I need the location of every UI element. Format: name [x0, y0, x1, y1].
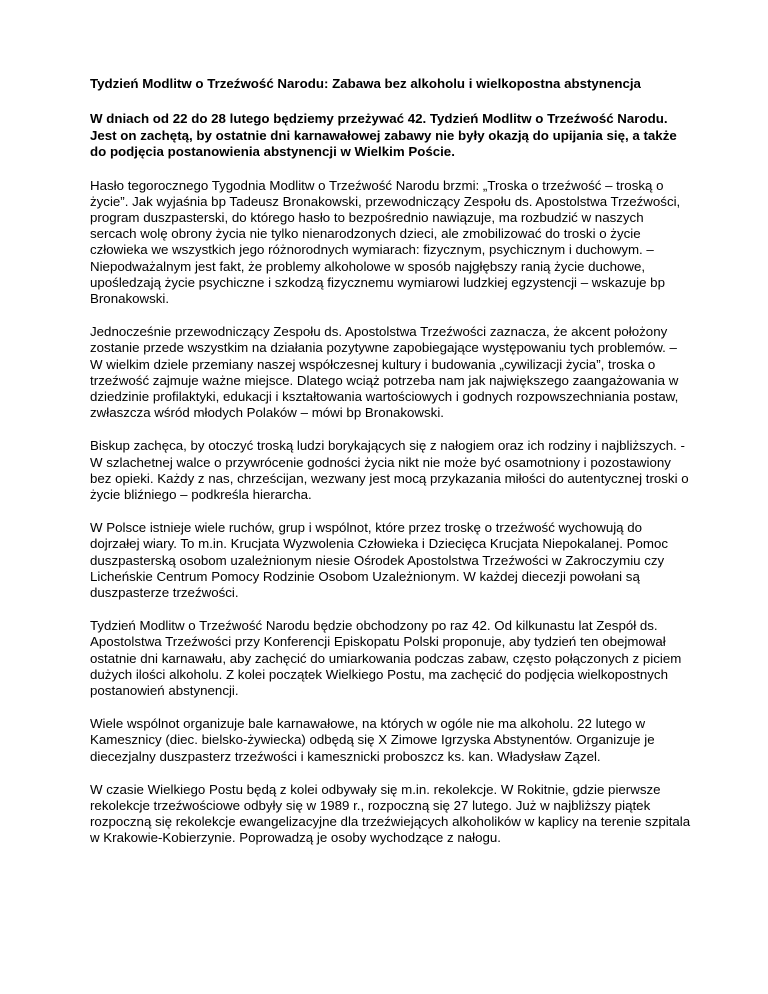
paragraph-5: Tydzień Modlitw o Trzeźwość Narodu będzie obchodzony po raz 42. Od kilkunastu lat Zespół ds. Apostolstwa Trzeźwości przy Konferencji Episkopatu Polski proponuje, aby tydzień ten obejmował ostatnie dni karnawału, aby zachęcić do umiarkowania podczas zabaw, często połączonych z piciem dużych ilości alkoholu. Z kolei początek Wielkiego Postu, ma zachęcić do podjęcia wielkopostnych postanowień abstynencji. — [90, 618, 682, 698]
document-title: Tydzień Modlitw o Trzeźwość Narodu: Zabawa bez alkoholu i wielkopostna abstynencja — [90, 76, 641, 91]
paragraph-3: Biskup zachęca, by otoczyć troską ludzi borykających się z nałogiem oraz ich rodziny i najbliższych. - W szlachetnej walce o przywrócenie godności życia nikt nie może być osamotniony i pozostawiony bez opieki. Każdy z nas, chrześcijan, wezwany jest mocą przykazania miłości do autentycznej troski o życie bliźniego – podkreśla hierarcha. — [90, 438, 689, 502]
paragraph-6: Wiele wspólnot organizuje bale karnawałowe, na których w ogóle nie ma alkoholu. 22 lutego w Kamesznicy (diec. bielsko-żywiecka) odbędą się X Zimowe Igrzyska Abstynentów. Organizuje je diecezjalny duszpasterz trzeźwości i kamesznicki proboszcz ks. kan. Władysław Zązel. — [90, 716, 655, 764]
paragraph-7: W czasie Wielkiego Postu będą z kolei odbywały się m.in. rekolekcje. W Rokitnie, gdzie pierwsze rekolekcje trzeźwościowe odbyły się w 1989 r., rozpoczną się 27 lutego. Już w najbliższy piątek rozpoczną się rekolekcje ewangelizacyjne dla trzeźwiejących alkoholików w kaplicy na terenie szpitala w Krakowie-Kobierzynie. Poprowadzą je osoby wychodzące z nałogu. — [90, 781, 691, 846]
lead-paragraph: W dniach od 22 do 28 lutego będziemy przeżywać 42. Tydzień Modlitw o Trzeźwość Narodu. Jest on zachętą, by ostatnie dni karnawałowej zabawy nie były okazją do upijania się, a także do podjęcia postanowienia abstynencji w Wielkim Poście. — [90, 111, 677, 159]
paragraph-2: Jednocześnie przewodniczący Zespołu ds. Apostolstwa Trzeźwości zaznacza, że akcent położony zostanie przede wszystkim na działania pozytywne zapobiegające występowaniu tych problemów. – W wielkim dziele przemiany naszej współczesnej kultury i budowania „cywilizacji życia”, troska o trzeźwość zajmuje ważne miejsce. Dlatego wciąż potrzeba nam jak największego zaangażowania w dziedzinie profilaktyki, edukacji i kształtowania wartościowych i godnych rozpowszechniania postaw, zwłaszcza wśród młodych Polaków – mówi bp Bronakowski. — [90, 324, 679, 421]
document-body — [90, 111, 693, 864]
paragraph-1: Hasło tegorocznego Tygodnia Modlitw o Trzeźwość Narodu brzmi: „Troska o trzeźwość – troską o życie”. Jak wyjaśnia bp Tadeusz Bronakowski, przewodniczący Zespołu ds. Apostolstwa Trzeźwości, program duszpasterski, do którego hasło to bezpośrednio nawiązuje, ma rozbudzić w naszych sercach wolę obrony życia nie tylko nienarodzonych dzieci, ale zmobilizować do troski o życie człowieka we wszystkich jego różnorodnych wymiarach: fizycznym, psychicznym i duchowym. – Niepodważalnym jest fakt, że problemy alkoholowe w sposób najgłębszy ranią życie duchowe, upośledzają życie psychiczne i szkodzą fizycznemu wymiarowi ludzkiej egzystencji – wskazuje bp Bronakowski. — [90, 177, 681, 306]
paragraph-4: W Polsce istnieje wiele ruchów, grup i wspólnot, które przez troskę o trzeźwość wychowują do dojrzałej wiary. To m.in. Krucjata Wyzwolenia Człowieka i Dziecięca Krucjata Niepokalanej. Pomoc duszpasterską osobom uzależnionym niesie Ośrodek Apostolstwa Trzeźwości w Zakroczymiu czy Licheńskie Centrum Pomocy Rodzinie Osobom Uzależnionym. W każdej diecezji powołani są duszpasterze trzeźwości. — [90, 520, 669, 600]
